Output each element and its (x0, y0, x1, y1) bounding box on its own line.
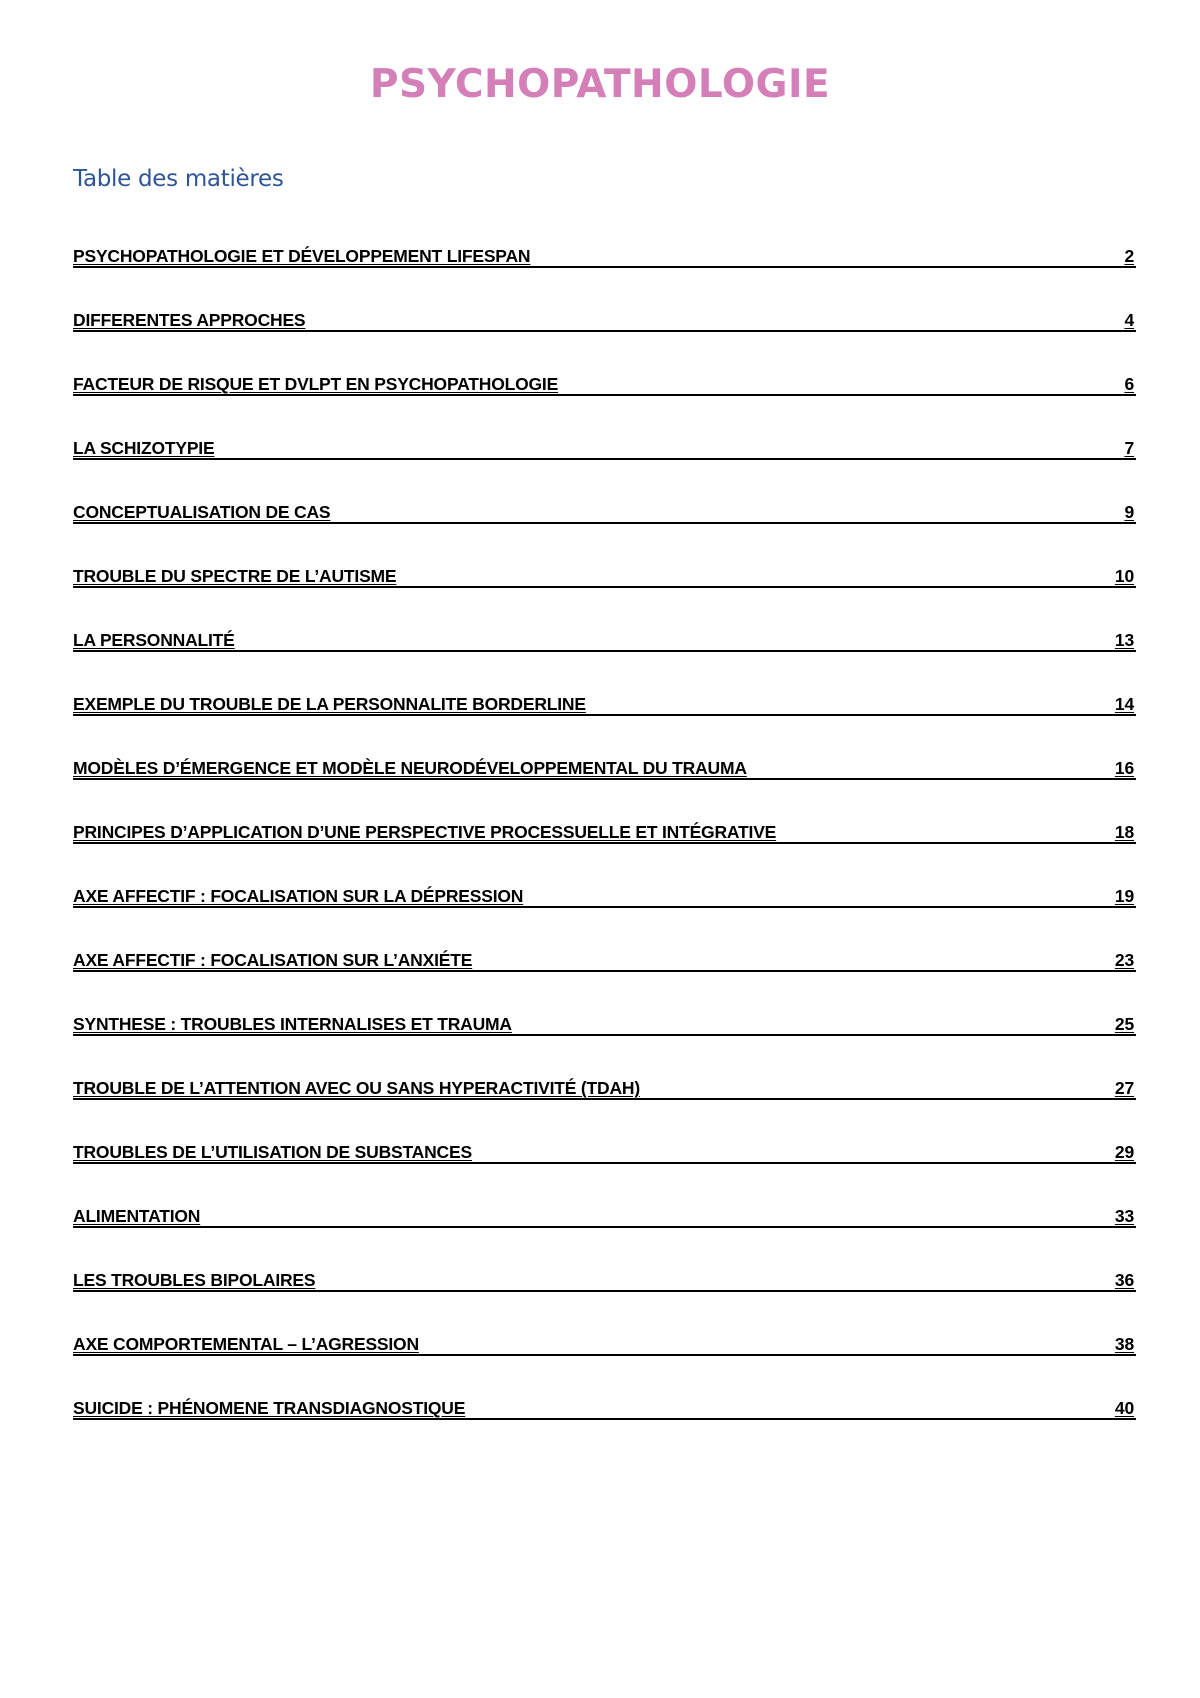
toc-entry-page-number[interactable]: 16 (1114, 758, 1134, 778)
toc-entry-9[interactable] (73, 756, 1136, 820)
toc-entry-page-number[interactable]: 38 (1114, 1334, 1134, 1354)
toc-entry-page-number[interactable]: 4 (1124, 310, 1134, 330)
toc-entry-page-number[interactable]: 27 (1114, 1078, 1134, 1098)
toc-entry-line (73, 244, 1136, 268)
toc-entry-title[interactable]: PSYCHOPATHOLOGIE ET DÉVELOPPEMENT LIFESPAN (73, 246, 531, 266)
toc-entry-4[interactable] (73, 436, 1136, 500)
toc-entry-line (73, 1332, 1136, 1356)
toc-entry-line (73, 1140, 1136, 1164)
toc-entry-page-number[interactable]: 2 (1124, 246, 1134, 266)
toc-entry-title[interactable]: SYNTHESE : TROUBLES INTERNALISES ET TRAUMA (73, 1014, 512, 1034)
toc-entry-line (73, 1012, 1136, 1036)
toc-entry-line (73, 1076, 1136, 1100)
toc-entry-title[interactable]: CONCEPTUALISATION DE CAS (73, 502, 331, 522)
toc-entry-title[interactable]: PRINCIPES D’APPLICATION D’UNE PERSPECTIVE PROCESSUELLE ET INTÉGRATIVE (73, 822, 777, 842)
toc-entry-title[interactable]: EXEMPLE DU TROUBLE DE LA PERSONNALITE BORDERLINE (73, 694, 586, 714)
toc-entry-title[interactable]: TROUBLES DE L’UTILISATION DE SUBSTANCES (73, 1142, 472, 1162)
toc-entry-line (73, 1204, 1136, 1228)
toc-entry-12[interactable] (73, 948, 1136, 1012)
toc-entry-page-number[interactable]: 19 (1114, 886, 1134, 906)
toc-entry-11[interactable] (73, 884, 1136, 948)
toc-entry-title[interactable]: AXE COMPORTEMENTAL – L’AGRESSION (73, 1334, 419, 1354)
toc-entry-page-number[interactable]: 18 (1114, 822, 1134, 842)
toc-entry-8[interactable] (73, 692, 1136, 756)
toc-entry-line (73, 564, 1136, 588)
toc-entry-17[interactable] (73, 1268, 1136, 1332)
toc-entry-5[interactable] (73, 500, 1136, 564)
toc-entry-line (73, 308, 1136, 332)
toc-entry-line (73, 948, 1136, 972)
toc-entry-page-number[interactable]: 29 (1114, 1142, 1134, 1162)
toc-heading: Table des matières (73, 166, 284, 192)
toc-entry-title[interactable]: FACTEUR DE RISQUE ET DVLPT EN PSYCHOPATHOLOGIE (73, 374, 559, 394)
toc-entry-title[interactable]: DIFFERENTES APPROCHES (73, 310, 306, 330)
toc-entry-page-number[interactable]: 23 (1114, 950, 1134, 970)
toc-entry-line (73, 1268, 1136, 1292)
toc-entry-line (73, 820, 1136, 844)
toc-entry-19[interactable] (73, 1396, 1136, 1460)
toc-entry-15[interactable] (73, 1140, 1136, 1204)
toc-entry-title[interactable]: LES TROUBLES BIPOLAIRES (73, 1270, 316, 1290)
toc-entry-3[interactable] (73, 372, 1136, 436)
toc-entry-line (73, 884, 1136, 908)
table-of-contents (73, 244, 1136, 1460)
toc-entry-page-number[interactable]: 36 (1114, 1270, 1134, 1290)
toc-entry-page-number[interactable]: 25 (1114, 1014, 1134, 1034)
toc-entry-title[interactable]: AXE AFFECTIF : FOCALISATION SUR L’ANXIÉTE (73, 950, 473, 970)
toc-entry-page-number[interactable]: 14 (1114, 694, 1134, 714)
toc-entry-page-number[interactable]: 6 (1124, 374, 1134, 394)
toc-entry-title[interactable]: AXE AFFECTIF : FOCALISATION SUR LA DÉPRESSION (73, 886, 524, 906)
toc-entry-page-number[interactable]: 13 (1114, 630, 1134, 650)
toc-entry-18[interactable] (73, 1332, 1136, 1396)
toc-entry-page-number[interactable]: 10 (1114, 566, 1134, 586)
toc-entry-line (73, 372, 1136, 396)
toc-entry-title[interactable]: SUICIDE : PHÉNOMENE TRANSDIAGNOSTIQUE (73, 1398, 466, 1418)
toc-entry-line (73, 436, 1136, 460)
toc-entry-title[interactable]: TROUBLE DU SPECTRE DE L’AUTISME (73, 566, 397, 586)
toc-entry-6[interactable] (73, 564, 1136, 628)
toc-entry-16[interactable] (73, 1204, 1136, 1268)
toc-entry-line (73, 1396, 1136, 1420)
document-title: PSYCHOPATHOLOGIE (369, 62, 831, 107)
toc-entry-page-number[interactable]: 9 (1124, 502, 1134, 522)
toc-entry-2[interactable] (73, 308, 1136, 372)
toc-entry-page-number[interactable]: 33 (1114, 1206, 1134, 1226)
toc-entry-1[interactable] (73, 244, 1136, 308)
toc-entry-13[interactable] (73, 1012, 1136, 1076)
toc-entry-14[interactable] (73, 1076, 1136, 1140)
toc-entry-line (73, 756, 1136, 780)
toc-entry-line (73, 500, 1136, 524)
toc-entry-7[interactable] (73, 628, 1136, 692)
toc-entry-page-number[interactable]: 40 (1114, 1398, 1134, 1418)
toc-entry-page-number[interactable]: 7 (1124, 438, 1134, 458)
toc-entry-title[interactable]: LA SCHIZOTYPIE (73, 438, 215, 458)
toc-entry-title[interactable]: MODÈLES D’ÉMERGENCE ET MODÈLE NEURODÉVELOPPEMENTAL DU TRAUMA (73, 758, 747, 778)
toc-entry-title[interactable]: ALIMENTATION (73, 1206, 201, 1226)
toc-entry-10[interactable] (73, 820, 1136, 884)
toc-entry-title[interactable]: TROUBLE DE L’ATTENTION AVEC OU SANS HYPERACTIVITÉ (TDAH) (73, 1078, 640, 1098)
toc-entry-title[interactable]: LA PERSONNALITÉ (73, 630, 235, 650)
toc-entry-line (73, 628, 1136, 652)
toc-entry-line (73, 692, 1136, 716)
